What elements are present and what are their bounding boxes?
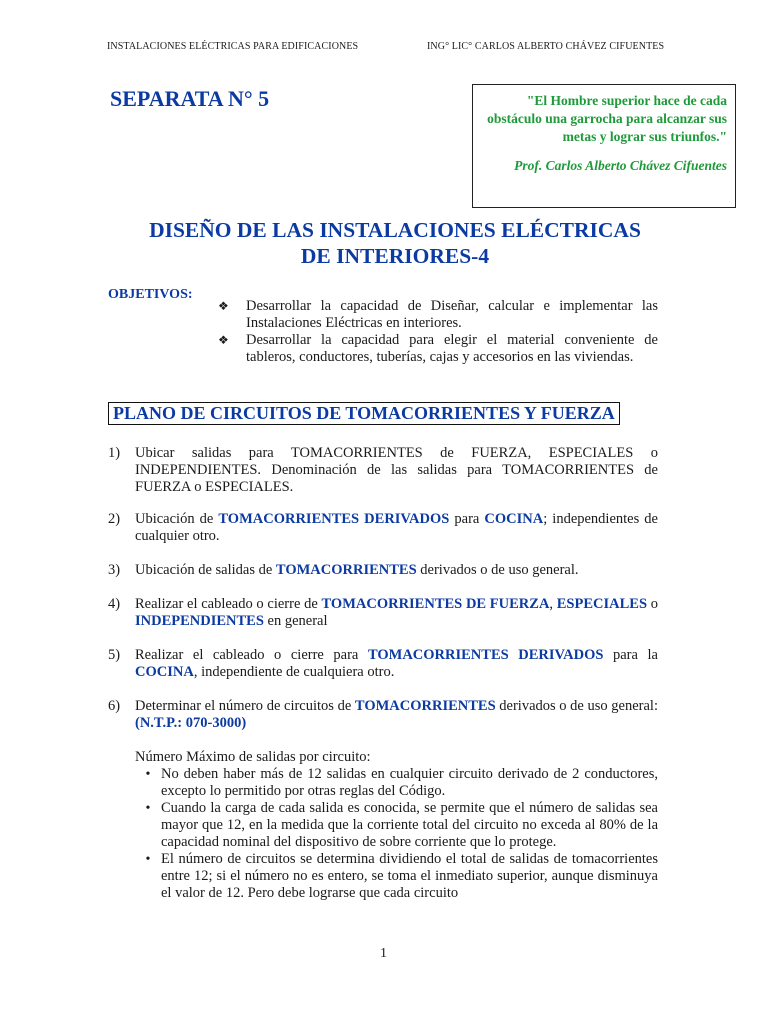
separata-number: SEPARATA N° 5 bbox=[110, 86, 270, 111]
step-number: 3) bbox=[108, 562, 121, 578]
step-text bbox=[135, 698, 658, 732]
step-text-part: Realizar el cableado o cierre para bbox=[135, 647, 368, 663]
running-header-left: INSTALACIONES ELÉCTRICAS PARA EDIFICACIONES bbox=[107, 41, 359, 52]
rule-item bbox=[135, 800, 658, 851]
step-item bbox=[108, 562, 658, 579]
step-text-part: ; independientes de cualquier otro. bbox=[135, 511, 658, 544]
step-keyword: (N.T.P.: 070-3000) bbox=[135, 715, 247, 731]
steps-list bbox=[108, 445, 658, 732]
step-text-part: para la bbox=[603, 647, 658, 663]
step-text-part: Ubicar salidas para TOMACORRIENTES de FUERZA, ESPECIALES o INDEPENDIENTES. Denominación de las salidas para TOMACORRIENTES de FUERZA o ESPECIALES. bbox=[135, 445, 658, 495]
step-item bbox=[108, 647, 658, 681]
step-text-part: , bbox=[549, 596, 557, 612]
quote-author: Prof. Carlos Alberto Chávez Cifuentes bbox=[514, 158, 727, 173]
step-text-part: Determinar el número de circuitos de bbox=[135, 698, 355, 714]
step-text bbox=[135, 511, 658, 545]
step-number: 6) bbox=[108, 698, 121, 714]
step-text bbox=[135, 562, 658, 579]
step-text bbox=[135, 445, 658, 496]
step-number: 4) bbox=[108, 596, 121, 612]
objective-item bbox=[218, 332, 658, 366]
step-keyword: TOMACORRIENTES bbox=[275, 562, 417, 578]
objective-text: Desarrollar la capacidad de Diseñar, calcular e implementar las Instalaciones Eléctricas en interiores. bbox=[246, 298, 658, 331]
objective-item bbox=[218, 298, 658, 332]
step-text-part: para bbox=[449, 511, 485, 527]
step-number: 5) bbox=[108, 647, 121, 663]
step-item bbox=[108, 698, 658, 732]
step-number: 2) bbox=[108, 511, 121, 527]
rule-text: No deben haber más de 12 salidas en cualquier circuito derivado de 2 conductores, excepto lo permitido por otras reglas del Código. bbox=[161, 766, 658, 799]
step-text bbox=[135, 647, 658, 681]
step-keyword: TOMACORRIENTES bbox=[354, 698, 496, 714]
step-text-part: en general bbox=[263, 613, 328, 629]
step-text-part: , independiente de cualquiera otro. bbox=[193, 664, 395, 680]
objectives-label: OBJETIVOS: bbox=[108, 287, 193, 302]
step-text bbox=[135, 596, 658, 630]
step-keyword: INDEPENDIENTES bbox=[135, 613, 264, 629]
title-line-1: DISEÑO DE LAS INSTALACIONES ELÉCTRICAS bbox=[149, 218, 641, 242]
step-keyword: ESPECIALES bbox=[556, 596, 648, 612]
step-item bbox=[108, 511, 658, 545]
diamond-bullet-icon: ❖ bbox=[218, 299, 229, 313]
page-number: 1 bbox=[380, 946, 387, 961]
title-line-2: DE INTERIORES-4 bbox=[300, 244, 490, 268]
objectives-list bbox=[218, 298, 658, 366]
bullet-dot-icon: • bbox=[145, 801, 151, 816]
step-number: 1) bbox=[108, 445, 121, 461]
step-keyword: COCINA bbox=[135, 664, 194, 680]
step-text-part: o bbox=[647, 596, 658, 612]
step-keyword: TOMACORRIENTES DERIVADOS bbox=[218, 511, 450, 527]
quote-text: "El Hombre superior hace de cada obstáculo una garrocha para alcanzar sus metas y lograr sus triunfos." bbox=[487, 93, 727, 144]
step-text-part: derivados o de uso general: bbox=[495, 698, 658, 714]
bullet-dot-icon: • bbox=[145, 767, 151, 782]
objective-text: Desarrollar la capacidad para elegir el material conveniente de tableros, conductores, tuberías, cajas y accesorios en las viviendas. bbox=[246, 332, 658, 365]
running-header-right: ING° LIC° CARLOS ALBERTO CHÁVEZ CIFUENTES bbox=[427, 41, 665, 52]
step-text-part: Realizar el cableado o cierre de bbox=[135, 596, 322, 612]
quote-box bbox=[472, 84, 736, 208]
step-keyword: TOMACORRIENTES DE FUERZA bbox=[321, 596, 550, 612]
rules-list bbox=[135, 766, 658, 902]
diamond-bullet-icon: ❖ bbox=[218, 333, 229, 347]
step-keyword: TOMACORRIENTES DERIVADOS bbox=[367, 647, 604, 663]
step-text-part: Ubicación de bbox=[135, 511, 219, 527]
rule-item bbox=[135, 766, 658, 800]
step-text-part: derivados o de uso general. bbox=[416, 562, 579, 578]
step-keyword: COCINA bbox=[484, 511, 544, 527]
bullet-dot-icon: • bbox=[145, 852, 151, 867]
step-item bbox=[108, 445, 658, 496]
numero-maximo-heading: Número Máximo de salidas por circuito: bbox=[135, 749, 371, 765]
rule-text: El número de circuitos se determina dividiendo el total de salidas de tomacorrientes entre 12; si el número no es entero, se toma el inmediato superior, aunque disminuya el valor de 12. Pero debe lograrse que cada circuito bbox=[161, 851, 658, 901]
step-text-part: Ubicación de salidas de bbox=[135, 562, 276, 578]
section-title: PLANO DE CIRCUITOS DE TOMACORRIENTES Y FUERZA bbox=[108, 402, 620, 425]
step-item bbox=[108, 596, 658, 630]
rule-text: Cuando la carga de cada salida es conocida, se permite que el número de salidas sea mayor que 12, en la medida que la corriente total del circuito no exceda al 80% de la capacidad nominal del dispositivo de sobre corriente que lo protege. bbox=[161, 800, 658, 850]
rule-item bbox=[135, 851, 658, 902]
document-title bbox=[80, 217, 710, 269]
